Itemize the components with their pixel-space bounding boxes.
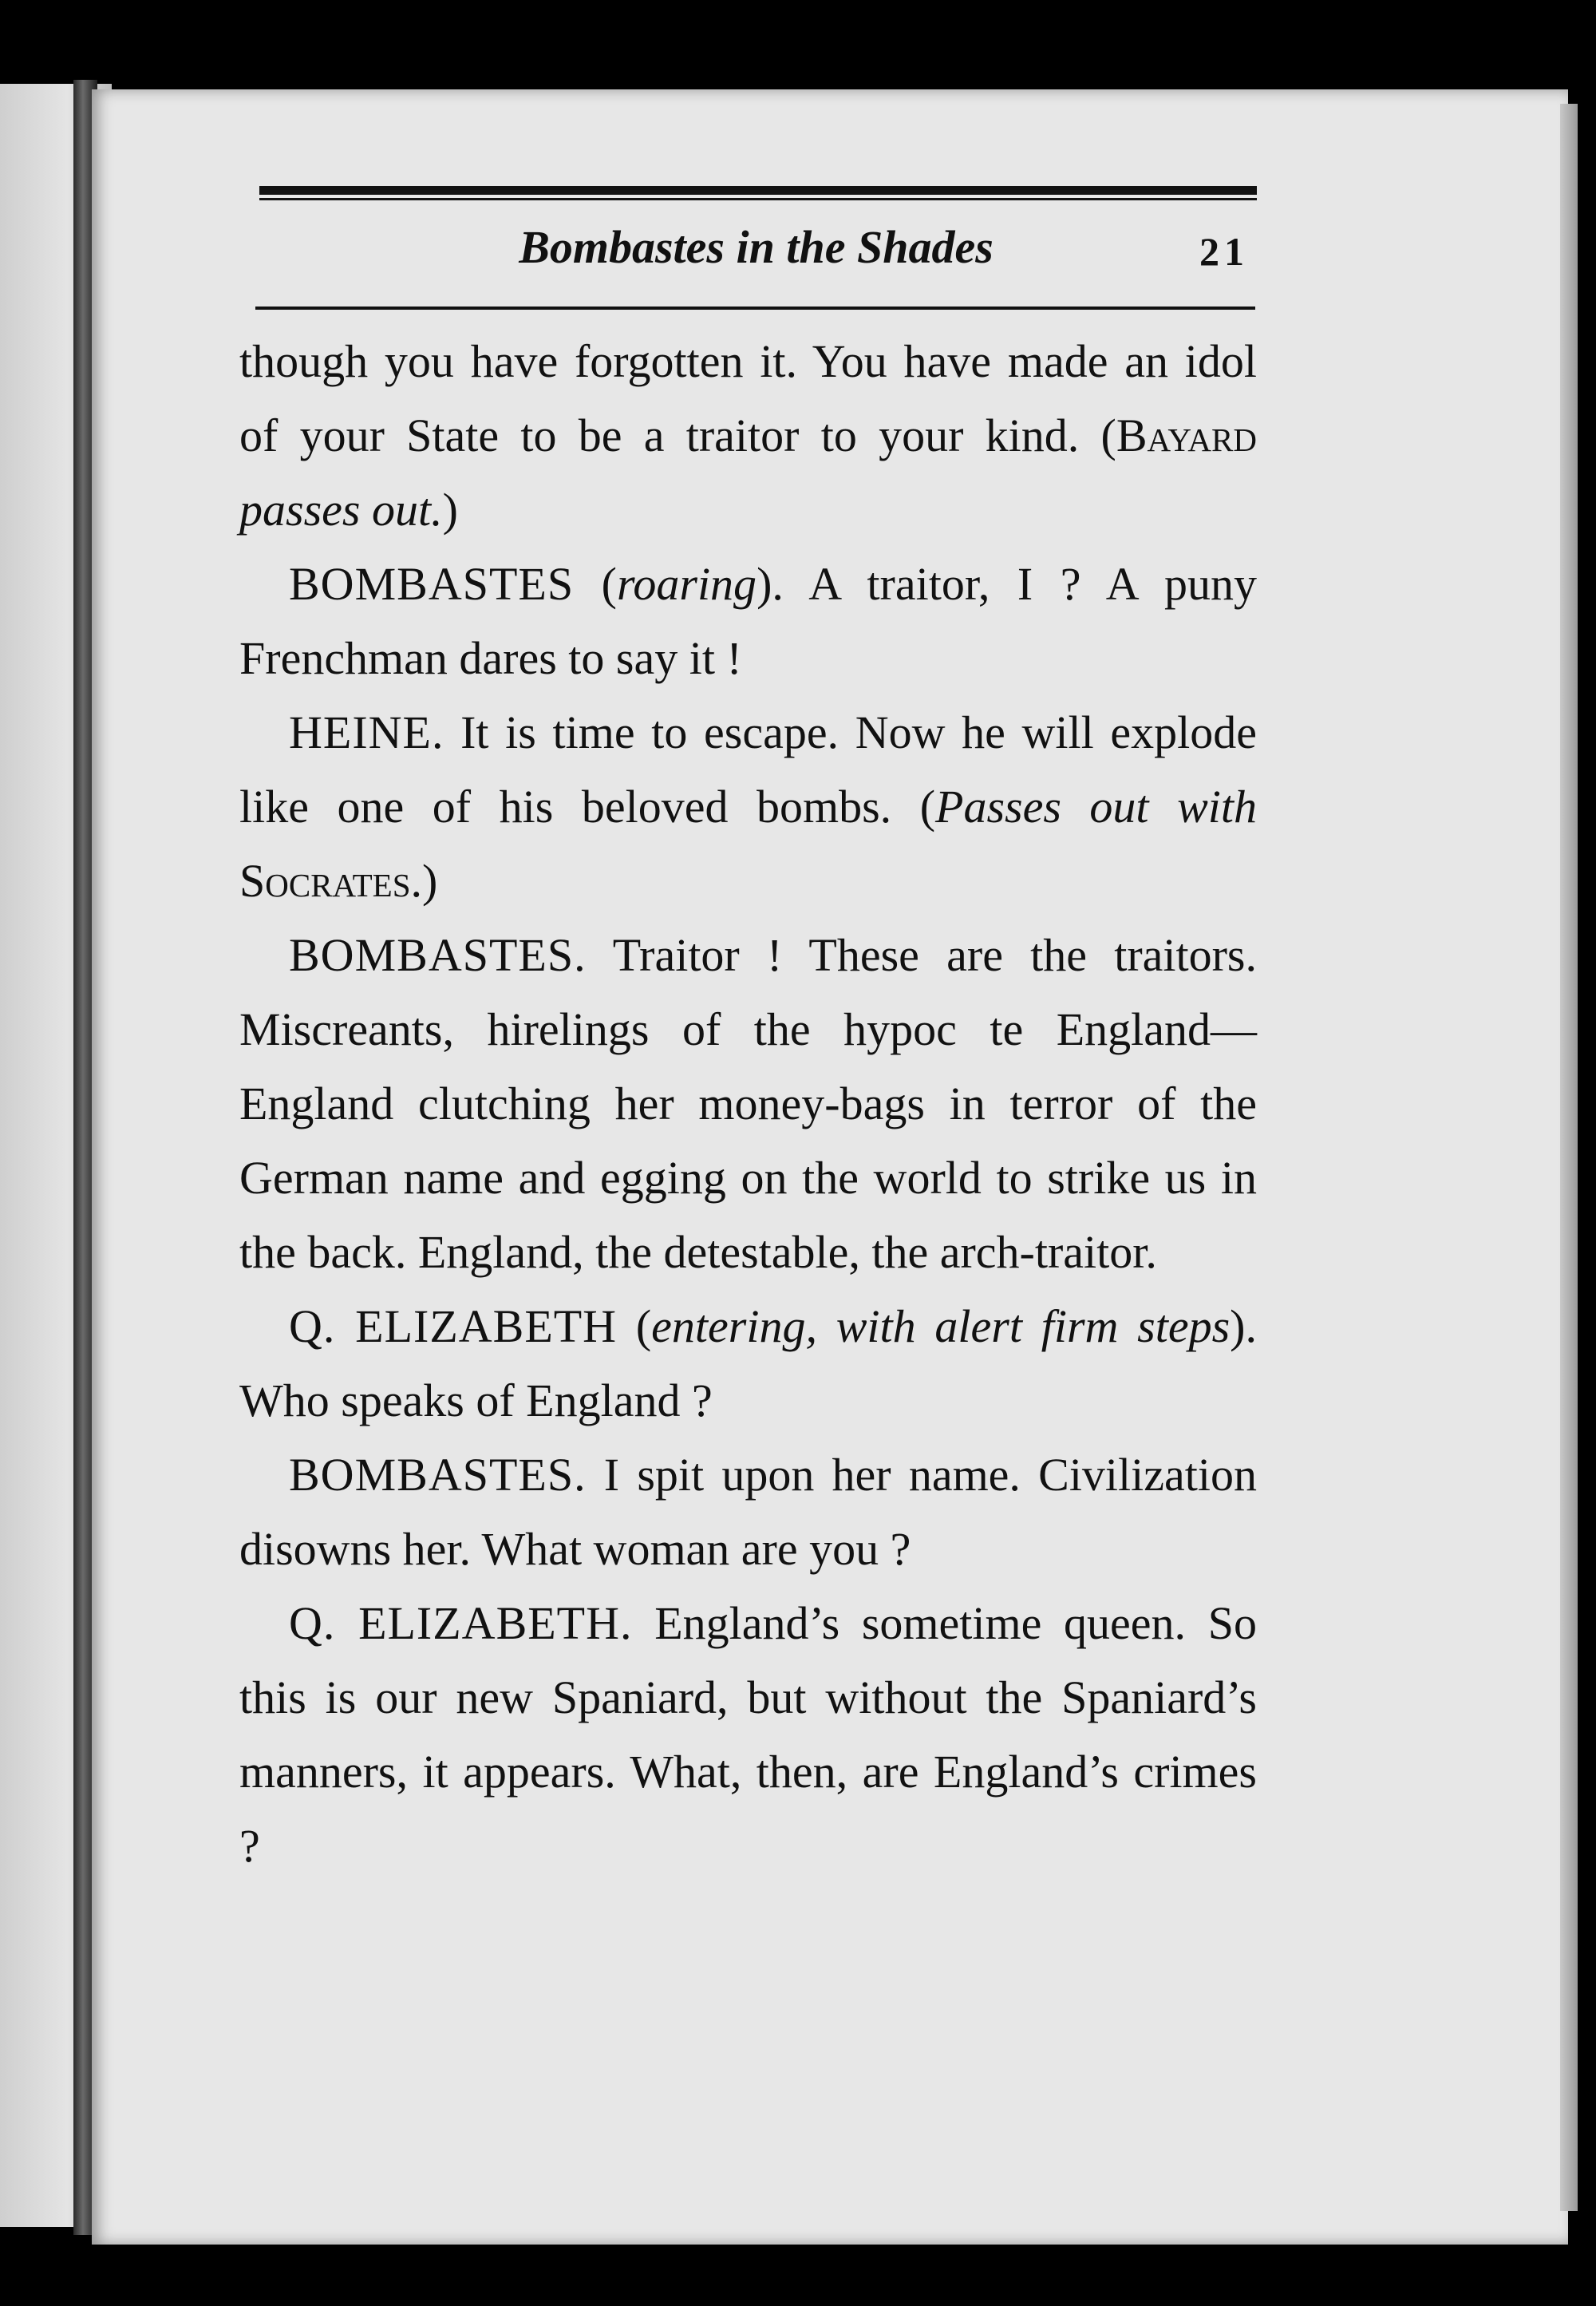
paragraph <box>239 1586 1257 1883</box>
speaker-name: Q. ELIZABETH <box>289 1300 618 1352</box>
paragraph <box>239 547 1257 695</box>
text-run: ). Who speaks of England ? <box>239 1300 1257 1426</box>
speaker-name: BOMBASTES. <box>289 929 587 981</box>
text-run: I spit upon her name. Civilization disowns her. What woman are you ? <box>239 1449 1257 1575</box>
paragraph <box>239 1438 1257 1586</box>
text-run: Traitor ! These are the traitors. Miscreants, hirelings of the hypoc te England—England clutching her money-bags in terror of the German name and egging on the world to strike us in the back. England, the detestable, the arch-traitor. <box>239 929 1257 1278</box>
text-run: ). A traitor, I ? A puny Frenchman dares to say it ! <box>239 558 1257 684</box>
header-top-rule <box>259 186 1257 200</box>
text-run: ( <box>574 558 617 610</box>
paragraph <box>239 695 1257 918</box>
stage-direction: entering, with alert firm steps <box>651 1300 1231 1352</box>
stage-direction: passes out. <box>239 484 443 536</box>
speaker-name: BOMBASTES. <box>289 1449 587 1501</box>
page-number: 21 <box>1199 229 1249 274</box>
text-run: England’s sometime queen. So this is our new Spaniard, but without the Spaniard’s manners, it appears. What, then, are England’s crimes ? <box>239 1597 1257 1872</box>
paragraph <box>239 324 1257 547</box>
stage-direction: Passes out with <box>935 781 1257 833</box>
page-body-text <box>239 324 1257 1883</box>
stage-direction: roaring <box>616 558 757 610</box>
running-title: Bombastes in the Shades <box>519 221 994 273</box>
paragraph <box>239 918 1257 1289</box>
character-name: Bayard <box>1116 409 1257 461</box>
text-run: .) <box>410 855 438 907</box>
text-run: It is time to escape. Now he will explode like one of his beloved bombs. ( <box>239 706 1257 833</box>
header-bottom-rule <box>255 307 1255 310</box>
speaker-name: Q. ELIZABETH. <box>289 1597 633 1649</box>
text-run: ( <box>617 1300 652 1352</box>
text-run: though you have forgotten it. You have made an idol of your State to be a traitor to your kind. ( <box>239 335 1257 461</box>
page-edge <box>1560 104 1578 2211</box>
speaker-name: HEINE. <box>289 706 444 758</box>
paragraph <box>239 1289 1257 1438</box>
character-name: Socrates <box>239 855 411 907</box>
running-head <box>255 216 1257 287</box>
text-run: ) <box>442 484 458 536</box>
speaker-name: BOMBASTES <box>289 558 575 610</box>
